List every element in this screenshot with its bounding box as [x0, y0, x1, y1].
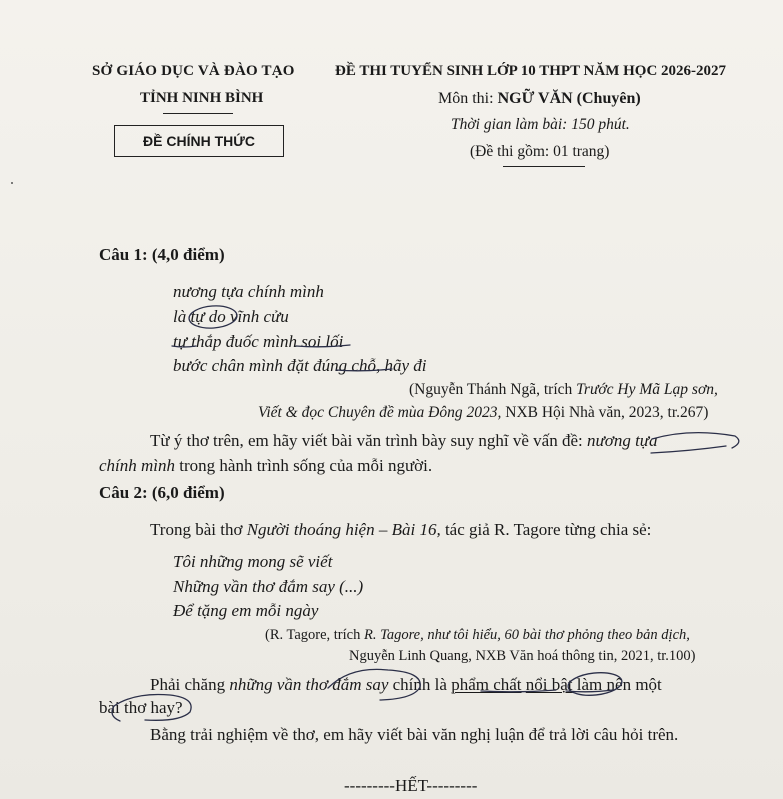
q1-source-publication: Viết & đọc Chuyên đề mùa Đông 2023,: [258, 404, 502, 421]
q1-prompt-text: Từ ý thơ trên, em hãy viết bài văn trình bày suy nghĩ về vấn đề:: [150, 431, 587, 450]
q2-question-text-3: làm nên một: [572, 675, 662, 694]
official-exam-badge: [114, 125, 284, 157]
q1-prompt-topic-cont: chính mình: [99, 456, 176, 475]
q2-intro-poem-title: Người thoáng hiện – Bài 16,: [246, 520, 441, 539]
q2-poem-line-3: Để tặng em mỗi ngày: [173, 601, 319, 620]
q2-question-quality: phẩm chất: [451, 675, 522, 694]
subject-label: Môn thi:: [438, 90, 498, 107]
page-count: (Đề thi gồm: 01 trang): [470, 143, 610, 160]
q1-poem-line-2: là tự do vĩnh cửu: [173, 307, 289, 326]
q1-prompt-text-cont: trong hành trình sống của mỗi người.: [175, 456, 433, 475]
header-underline: [503, 166, 585, 167]
q2-intro: [150, 520, 651, 540]
q2-intro-text-cont: tác giả R. Tagore từng chia sẻ:: [440, 520, 652, 539]
q2-task: Bằng trải nghiệm về thơ, em hãy viết bài văn nghị luận để trả lời câu hỏi trên.: [150, 725, 679, 744]
q1-prompt-topic: nương tựa: [586, 431, 658, 450]
q2-question-text-2: chính là: [388, 675, 452, 694]
department-name: SỞ GIÁO DỤC VÀ ĐÀO TẠO: [92, 63, 295, 79]
q1-source-line-1: [409, 381, 718, 399]
q1-source-work: Trước Hy Mã Lạp sơn,: [576, 381, 718, 398]
q2-question-line-1: [150, 675, 662, 695]
question-2-heading: Câu 2: (6,0 điểm): [99, 483, 225, 502]
exam-title: ĐỀ THI TUYỂN SINH LỚP 10 THPT NĂM HỌC 2026-2027: [335, 63, 727, 79]
q1-poem-line-4: bước chân mình đặt đúng chỗ, hãy đi: [173, 356, 427, 375]
department-underline: [163, 113, 233, 114]
q2-source-line-1: [265, 627, 690, 644]
subject-value: NGỮ VĂN (Chuyên): [497, 90, 641, 107]
q2-question-text: Phải chăng: [150, 675, 230, 694]
q2-poem-line-2: Những vần thơ đắm say (...): [173, 577, 364, 596]
q1-source-publisher: NXB Hội Nhà văn, 2023, tr.267): [501, 404, 709, 421]
q2-poem-line-1: Tôi những mong sẽ viết: [173, 552, 333, 571]
underline-mark-nuong-tua: [651, 446, 726, 453]
subject-line: [438, 90, 641, 108]
end-marker: ---------HẾT---------: [344, 776, 478, 795]
q1-prompt-line-2: [99, 456, 432, 476]
q1-source-line-2: [258, 404, 708, 422]
curl-mark-nuong-tua: [652, 433, 739, 448]
q2-source-line-2: Nguyễn Linh Quang, NXB Văn hoá thông tin, 2021, tr.100): [349, 648, 696, 664]
q1-prompt-line-1: [150, 431, 658, 451]
province-name: TỈNH NINH BÌNH: [140, 90, 264, 106]
q2-source-author: (R. Tagore, trích: [265, 627, 364, 643]
q2-question-quote: những vần thơ đắm say: [229, 675, 389, 694]
q2-question-outstanding: nổi bật: [525, 675, 573, 694]
q1-source-author: (Nguyễn Thánh Ngã, trích: [409, 381, 577, 398]
q2-source-work: R. Tagore, như tôi hiểu, 60 bài thơ phỏng theo bản dịch,: [363, 627, 690, 643]
q2-question-line-2: bài thơ hay?: [99, 698, 183, 717]
question-1-heading: Câu 1: (4,0 điểm): [99, 245, 225, 264]
q2-intro-text: Trong bài thơ: [150, 520, 247, 539]
paper-speck: [11, 182, 13, 184]
official-exam-label: ĐỀ CHÍNH THỨC: [143, 133, 255, 149]
time-allowed: Thời gian làm bài: 150 phút.: [451, 116, 630, 133]
q1-poem-line-3: tự thắp đuốc mình soi lối: [173, 332, 344, 351]
q1-poem-line-1: nương tựa chính mình: [173, 282, 324, 301]
